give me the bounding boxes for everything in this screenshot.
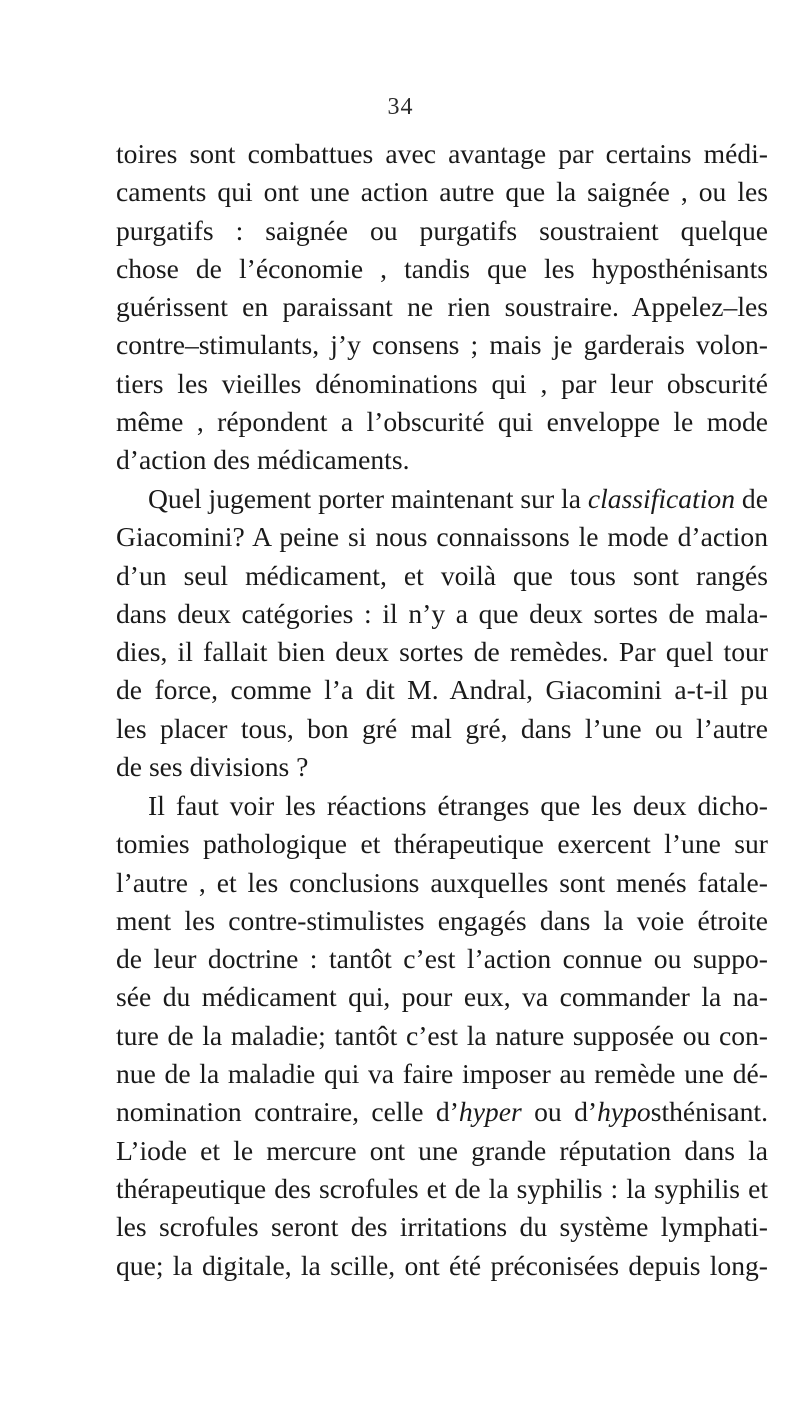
text-line: l’autre , et les conclusions auxquelles sont menés fatale- — [116, 866, 768, 898]
text-line: de force, comme l’a dit M. Andral, Giacomini a-t-il pu — [116, 674, 768, 706]
text-line: tomies pathologique et thérapeutique exercent l’une sur — [116, 828, 768, 860]
text-run: de — [735, 483, 768, 514]
italic-term: classification — [587, 483, 736, 514]
text-line: caments qui ont une action autre que la saignée , ou les — [116, 176, 768, 208]
text-line — [116, 1093, 768, 1131]
text-line: purgatifs : saignée ou purgatifs soustraient quelque — [116, 214, 768, 246]
text-line: dans deux catégories : il n’y a que deux sortes de mala- — [116, 597, 768, 629]
text-line: toires sont combattues avec avantage par certains médi- — [116, 138, 768, 169]
text-line: que; la digitale, la scille, ont été préconisées depuis long- — [116, 1249, 768, 1281]
text-line: même , répondent a l’obscurité qui enveloppe le mode — [116, 406, 768, 438]
paragraph-3 — [116, 787, 768, 1285]
text-line: les scrofules seront des irritations du système lymphati- — [116, 1211, 768, 1243]
text-line: nue de la maladie qui va faire imposer au remède une dé- — [116, 1058, 768, 1090]
text-line: de leur doctrine : tantôt c’est l’action connue ou suppo- — [116, 943, 768, 975]
text-line: les placer tous, bon gré mal gré, dans l’une ou l’autre — [116, 712, 768, 744]
text-line: contre–stimulants, j’y consens ; mais je garderais volon- — [116, 329, 768, 361]
text-line: thérapeutique des scrofules et de la syphilis : la syphilis et — [116, 1172, 768, 1204]
text-line: sée du médicament qui, pour eux, va commander la na- — [116, 981, 768, 1013]
text-line: L’iode et le mercure ont une grande réputation dans la — [116, 1134, 768, 1166]
text-line: tiers les vieilles dénominations qui , par leur obscurité — [116, 367, 768, 399]
text-line: Giacomini? A peine si nous connaissons le mode d’action — [116, 521, 768, 553]
text-run: nomination contraire, celle d’ — [116, 1096, 459, 1128]
text-line: dies, il fallait bien deux sortes de remèdes. Par quel tour — [116, 636, 768, 668]
page-number: 34 — [387, 94, 414, 120]
text-run: sthénisant. — [650, 1096, 768, 1128]
text-line: chose de l’économie , tandis que les hyposthénisants — [116, 252, 768, 284]
text-line: ment les contre-stimulistes engagés dans la voie étroite — [116, 904, 768, 936]
text-line: guérissent en paraissant ne rien soustraire. Appelez–les — [116, 291, 768, 323]
text-line: d’un seul médicament, et voilà que tous sont rangés — [116, 559, 768, 591]
text-line: Il faut voir les réactions étranges que les deux dicho- — [148, 790, 768, 821]
text-line: ture de la maladie; tantôt c’est la nature supposée ou con- — [116, 1019, 768, 1051]
text-run: ou d’ — [521, 1096, 598, 1128]
paragraph-2 — [116, 480, 768, 786]
text-run: Quel jugement porter maintenant sur la — [148, 483, 588, 514]
text-line: d’action des médicaments. — [116, 444, 410, 476]
text-line — [116, 480, 768, 518]
italic-term: hyper — [458, 1096, 522, 1128]
paragraph-1 — [116, 135, 768, 480]
text-line: de ses divisions ? — [116, 751, 309, 783]
italic-term: hypo — [597, 1096, 651, 1128]
